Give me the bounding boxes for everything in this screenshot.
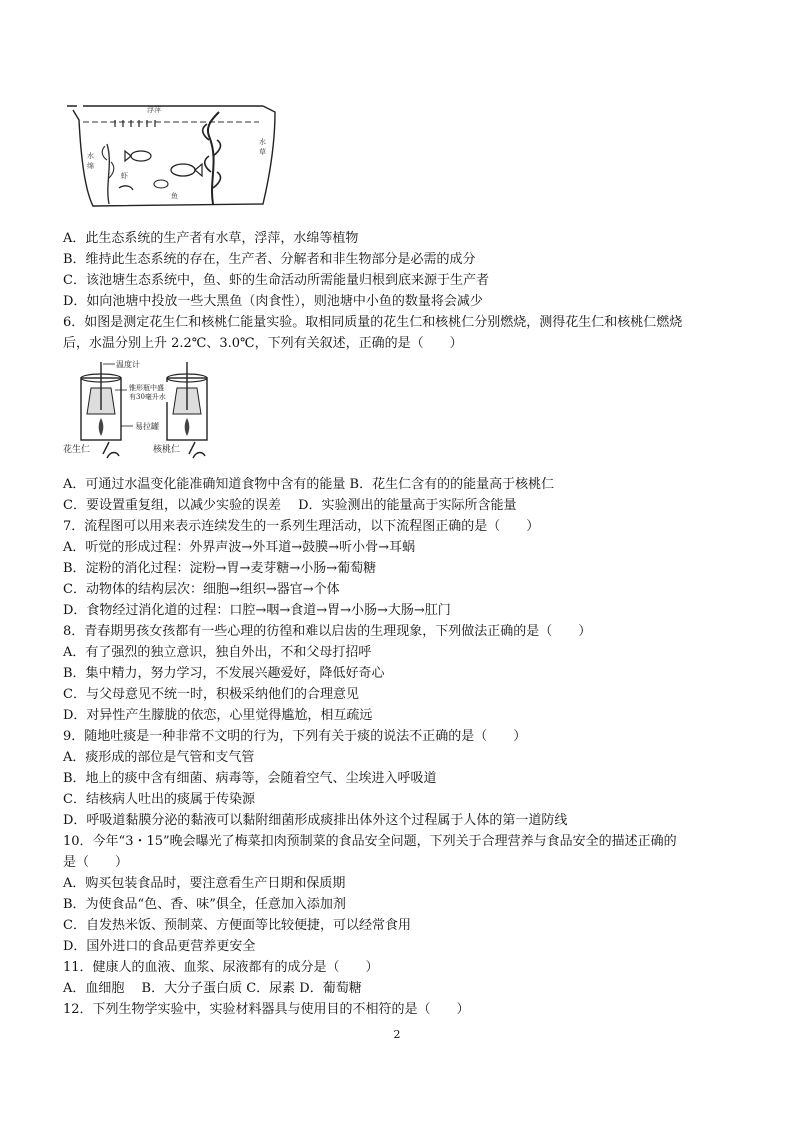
label-duckweed: 浮萍 xyxy=(147,106,161,114)
label-spirogyra-2: 绵 xyxy=(87,162,94,170)
label-walnut: 核桃仁 xyxy=(153,445,181,455)
q10-option-d: D．国外进口的食品更营养更安全 xyxy=(63,939,256,954)
q7-option-a: A．听觉的形成过程：外界声波→外耳道→鼓膜→听小骨→耳蜗 xyxy=(63,540,415,555)
q6-options-line-1: A．可通过水温变化能准确知道食物中含有的能量 B．花生仁含有的的能量高于核桃仁 xyxy=(63,477,555,492)
q9-option-c: C．结核病人吐出的痰属于传染源 xyxy=(63,792,255,807)
q9-option-d: D．呼吸道黏膜分泌的黏液可以黏附细菌形成痰排出体外这个过程属于人体的第一道防线 xyxy=(63,813,568,828)
q6-stem-line-2: 后，水温分别上升 2.2℃、3.0℃，下列有关叙述，正确的是（ ） xyxy=(63,336,463,351)
q9-stem: 9．随地吐痰是一种非常不文明的行为，下列有关于痰的说法不正确的是（ ） xyxy=(63,729,527,744)
q8-option-d: D．对异性产生朦胧的依恋，心里觉得尴尬，相互疏远 xyxy=(63,708,373,723)
label-can: 易拉罐 xyxy=(135,422,159,431)
q5-option-c: C．该池塘生态系统中，鱼、虾的生命活动所需能量归根到底来源于生产者 xyxy=(63,273,489,288)
label-spirogyra-1: 水 xyxy=(87,152,94,160)
q7-stem: 7．流程图可以用来表示连续发生的一系列生理活动，以下流程图正确的是（ ） xyxy=(63,519,540,534)
q5-option-d: D．如向池塘中投放一些大黑鱼（肉食性），则池塘中小鱼的数量将会减少 xyxy=(63,294,483,309)
label-waterweed-2: 草 xyxy=(259,148,266,156)
q7-option-b: B．淀粉的消化过程：淀粉→胃→麦芽糖→小肠→葡萄糖 xyxy=(63,561,377,576)
q5-option-a: A．此生态系统的生产者有水草，浮萍，水绵等植物 xyxy=(63,231,359,246)
label-peanut: 花生仁 xyxy=(63,445,91,455)
q12-stem: 12．下列生物学实验中，实验材料器具与使用目的不相符的是（ ） xyxy=(63,1002,470,1017)
burning-experiment-figure xyxy=(63,358,243,466)
label-waterweed-1: 水 xyxy=(259,138,266,146)
q9-option-a: A．痰形成的部位是气管和支气管 xyxy=(63,750,255,765)
q11-stem: 11．健康人的血液、血浆、尿液都有的成分是（ ） xyxy=(63,960,379,975)
q10-option-b: B．为使食品“色、香、味”俱全，任意加入添加剂 xyxy=(63,897,346,912)
q7-option-d: D．食物经过消化道的过程：口腔→咽→食道→胃→小肠→大肠→肛门 xyxy=(63,603,451,618)
q10-option-c: C．自发热米饭、预制菜、方便面等比较便捷，可以经常食用 xyxy=(63,918,411,933)
q8-option-a: A．有了强烈的独立意识，独自外出，不和父母打招呼 xyxy=(63,645,372,660)
page-number: 2 xyxy=(393,1028,401,1041)
q6-options-line-2: C．要设置重复组，以减少实验的误差 D．实验测出的能量高于实际所含能量 xyxy=(63,498,517,513)
q5-option-b: B．维持此生态系统的存在，生产者、分解者和非生物部分是必需的成分 xyxy=(63,252,476,267)
label-water-1: 锥形瓶中盛 xyxy=(129,384,164,392)
q10-stem-line-2: 是（ ） xyxy=(63,855,129,870)
q8-option-b: B．集中精力，努力学习，不发展兴趣爱好，降低好奇心 xyxy=(63,666,385,681)
q8-stem: 8．青春期男孩女孩都有一些心理的彷徨和难以启齿的生理现象，下列做法正确的是（ ） xyxy=(63,624,592,639)
burning-experiment-drawing xyxy=(63,358,243,466)
q11-options: A．血细胞 B．大分子蛋白质 C．尿素 D．葡萄糖 xyxy=(63,981,362,996)
q8-option-c: C．与父母意见不统一时，积极采纳他们的合理意见 xyxy=(63,687,359,702)
pond-ecosystem-figure xyxy=(63,100,283,212)
label-water-2: 有30毫升水 xyxy=(129,393,166,401)
q6-stem-line-1: 6．如图是测定花生仁和核桃仁能量实验。取相同质量的花生仁和核桃仁分别燃烧，测得花生仁和核桃仁燃烧 xyxy=(63,315,683,330)
q9-option-b: B．地上的痰中含有细菌、病毒等，会随着空气、尘埃进入呼吸道 xyxy=(63,771,437,786)
q10-stem-line-1: 10．今年“3・15”晚会曝光了梅菜扣肉预制菜的食品安全问题，下列关于合理营养与食品安全的描述正确的 xyxy=(63,834,677,849)
label-fish: 鱼 xyxy=(171,192,178,200)
q10-option-a: A．购买包装食品时，要注意看生产日期和保质期 xyxy=(63,876,346,891)
label-shrimp: 虾 xyxy=(121,172,128,180)
q7-option-c: C．动物体的结构层次：细胞→组织→器官→个体 xyxy=(63,582,340,597)
label-thermometer: 温度计 xyxy=(116,360,140,369)
pond-ecosystem-drawing xyxy=(63,100,283,212)
